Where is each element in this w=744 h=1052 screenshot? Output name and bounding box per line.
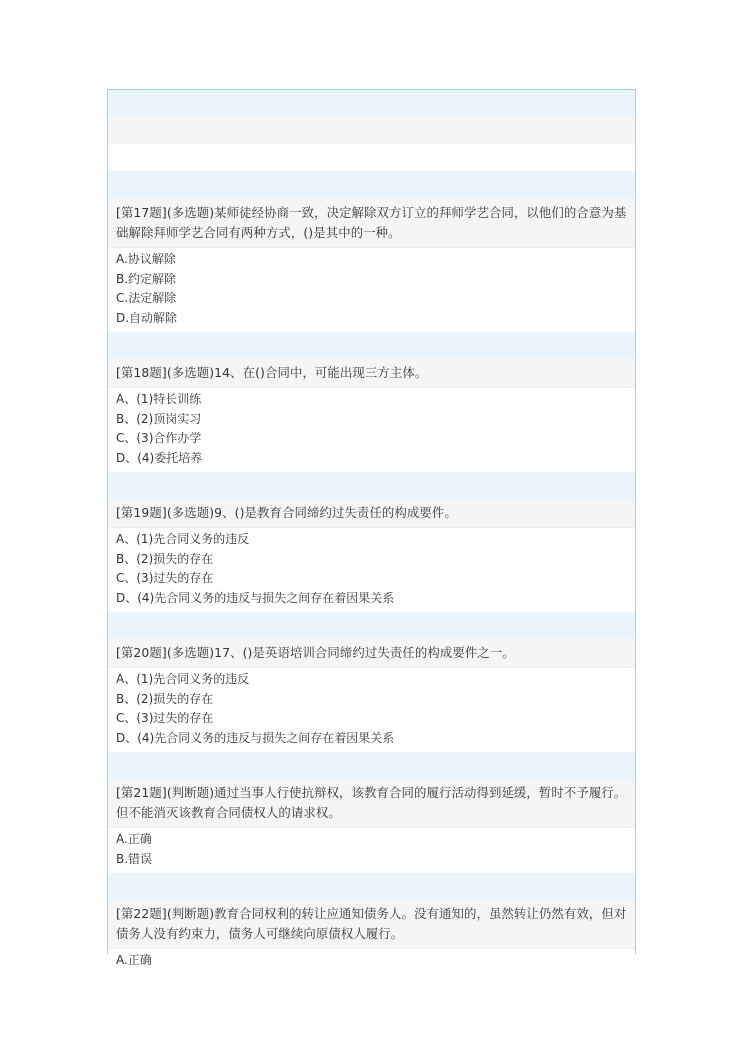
question-20-options	[108, 668, 635, 752]
question-21-options	[108, 828, 635, 873]
option-a[interactable]: A.正确	[116, 953, 152, 967]
option-a[interactable]: A、(1)特长训练	[116, 392, 202, 406]
option-b[interactable]: B.错误	[116, 851, 153, 866]
option-b[interactable]: B.约定解除	[116, 271, 177, 286]
spacer-row	[108, 144, 635, 171]
spacer-row	[108, 332, 635, 358]
question-17-text: [第17题](多选题)某师徒经协商一致，决定解除双方订立的拜师学艺合同，以他们的合意为基础解除拜师学艺合同有两种方式，()是其中的一种。	[108, 198, 635, 248]
question-20-text: [第20题](多选题)17、()是英语培训合同缔约过失责任的构成要件之一。	[108, 638, 635, 668]
spacer-row	[108, 117, 635, 144]
option-b[interactable]: B、(2)损失的存在	[116, 551, 214, 566]
option-d[interactable]: D、(4)先合同义务的违反与损失之间存在着因果关系	[116, 590, 395, 605]
question-19-text: [第19题](多选题)9、()是教育合同缔约过失责任的构成要件。	[108, 498, 635, 528]
spacer-row	[108, 612, 635, 638]
question-19-options	[108, 528, 635, 612]
question-table	[107, 89, 636, 967]
option-d[interactable]: D、(4)先合同义务的违反与损失之间存在着因果关系	[116, 730, 395, 745]
option-d[interactable]: D.自动解除	[116, 310, 178, 325]
spacer-row	[108, 472, 635, 498]
spacer-row	[108, 873, 635, 899]
option-b[interactable]: B、(2)损失的存在	[116, 691, 214, 706]
option-a[interactable]: A.协议解除	[116, 252, 176, 266]
header-band	[108, 90, 635, 117]
option-a[interactable]: A、(1)先合同义务的违反	[116, 672, 250, 686]
option-a[interactable]: A、(1)先合同义务的违反	[116, 532, 250, 546]
option-c[interactable]: C.法定解除	[116, 291, 177, 305]
option-c[interactable]: C、(3)合作办学	[116, 431, 202, 445]
spacer-row	[108, 752, 635, 778]
option-c[interactable]: C、(3)过失的存在	[116, 571, 214, 585]
option-c[interactable]: C、(3)过失的存在	[116, 711, 214, 725]
question-21-text: [第21题](判断题)通过当事人行使抗辩权，该教育合同的履行活动得到延缓，暂时不予履行。但不能消灭该教育合同债权人的请求权。	[108, 778, 635, 828]
question-22-text: [第22题](判断题)教育合同权利的转让应通知债务人。没有通知的，虽然转让仍然有效，但对债务人没有约束力，债务人可继续向原债权人履行。	[108, 899, 635, 949]
spacer-row	[108, 171, 635, 198]
option-a[interactable]: A.正确	[116, 832, 152, 846]
option-b[interactable]: B、(2)顶岗实习	[116, 411, 202, 426]
question-22-options	[108, 949, 635, 975]
question-18-options	[108, 388, 635, 472]
question-17-options	[108, 248, 635, 332]
question-18-text: [第18题](多选题)14、在()合同中，可能出现三方主体。	[108, 358, 635, 388]
option-d[interactable]: D、(4)委托培养	[116, 450, 203, 465]
